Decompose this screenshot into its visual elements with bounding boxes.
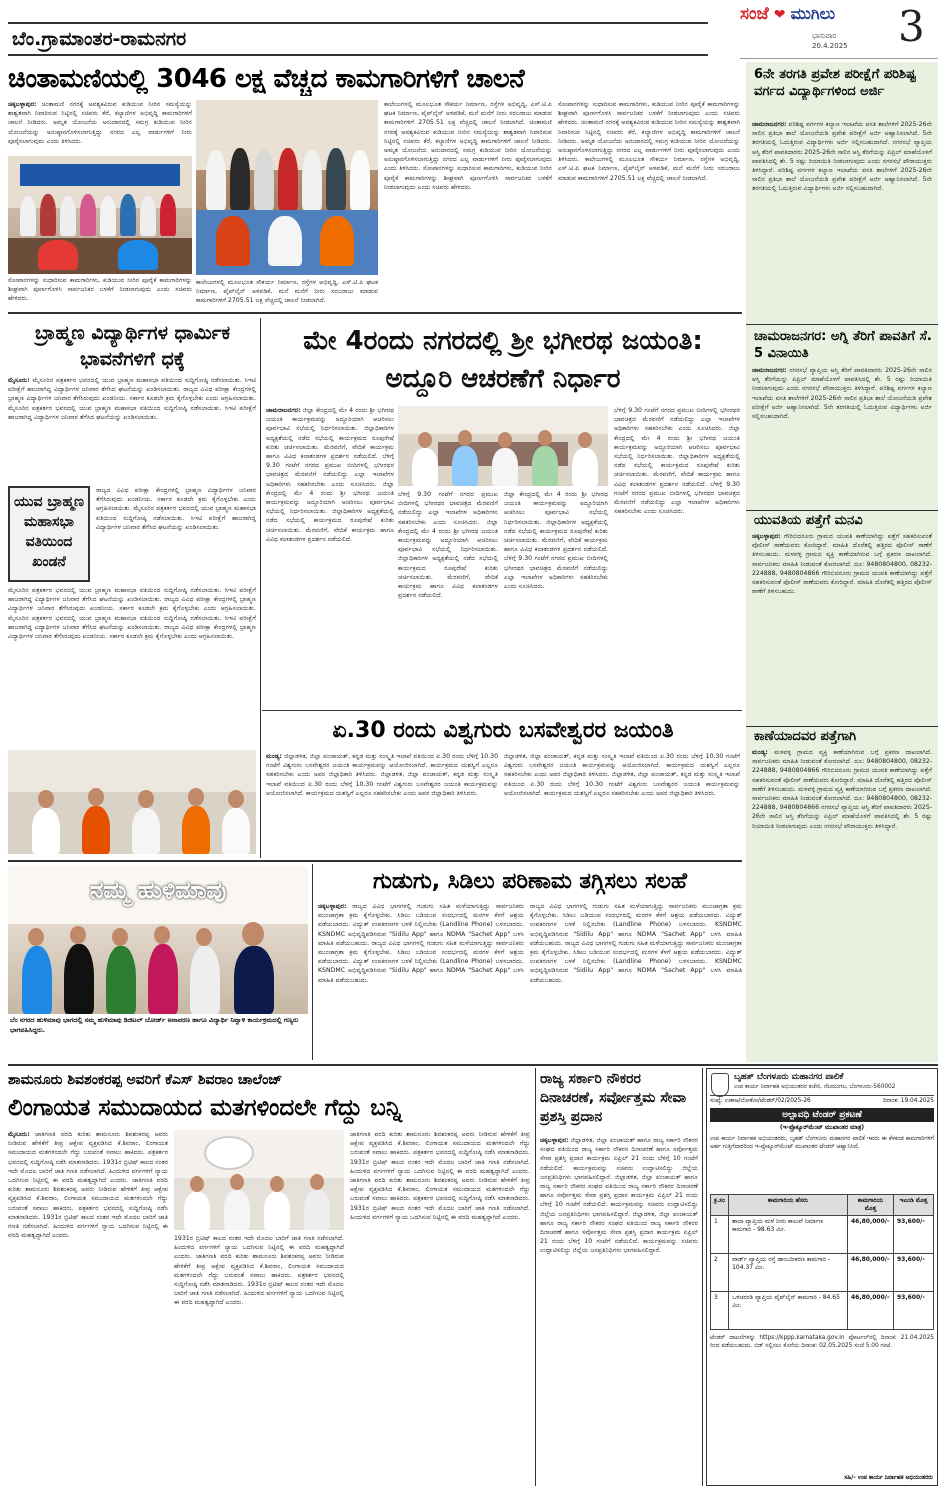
gudugu-text-3: ರಾಜ್ಯದ ವಿವಿಧ ಭಾಗಗಳಲ್ಲಿ ಗುಡುಗು ಸಹಿತ ಮಳೆಯಾಗುತ್ತಿದ್ದು ಸಾರ್ವಜನಿಕರು ಮುಂಜಾಗ್ರತಾ ಕ್ರಮ ಕೈಗೊಳ್ಳಬೇಕು. ಸಿಡಿಲು ಬಡಿಯುವ ಸಂದರ್ಭದಲ್ಲಿ ಮರಗಳ ಕೆಳಗೆ ಆಶ್ರಯ ಪಡೆಯಬಾರದು. ವಿದ್ಯುತ್ ಉಪಕರಣಗಳ ಬಳಕೆ ನಿಲ್ಲಿಸಬೇಕು (Landline Phone) ಬಳಸಬಾರದು. KSNDMC ಅಭಿವೃದ್ಧಿಪಡಿಸಿರುವ "Sidilu App" ಹಾಗೂ NDMA "Sachet App" ಬಳಸಿ ಮಾಹಿತಿ ಪಡೆಯಬಹುದು. — [530, 903, 742, 947]
brahmin-text-7: ರಾಜ್ಯದ ವಿವಿಧ ಪರೀಕ್ಷಾ ಕೇಂದ್ರಗಳಲ್ಲಿ ಬ್ರಾಹ್ಮಣ ವಿದ್ಯಾರ್ಥಿಗಳ ಜನಿವಾರ ತೆಗೆಸಿರುವುದು ಖಂಡನೀಯ. ಸರ್ಕಾರ ಕೂಡಲೇ ಕ್ರಮ ಕೈಗೊಳ್ಳಬೇಕು ಎಂದು ಆಗ್ರಹಿಸಲಾಯಿತು. — [8, 596, 256, 613]
basava-headline: ಏ.30 ರಂದು ವಿಶ್ವಗುರು ಬಸವೇಶ್ವರರ ಜಯಂತಿ — [332, 718, 674, 743]
lead-photo-2 — [196, 100, 378, 275]
brahmin-text-6: ಮೈಸೂರಿನ ಪತ್ರಕರ್ತರ ಭವನದಲ್ಲಿ ಯುವ ಬ್ರಾಹ್ಮಣ ಮಹಾಸಭಾ ವತಿಯಿಂದ ಸುದ್ದಿಗೋಷ್ಠಿ ನಡೆಸಲಾಯಿತು. ಸಿಇಟಿ ಪರೀಕ್ಷೆಗೆ ಹಾಜರಾಗಿದ್ದ ವಿದ್ಯಾರ್ಥಿಗಳ ಜನಿವಾರ ತೆಗೆಸಿದ ಘಟನೆಯನ್ನು ಖಂಡಿಸಲಾಯಿತು. — [8, 587, 256, 604]
sidebar-text-3c: ಗೌರಿಬಿದನೂರು ಗ್ರಾಮದ ಯುವತಿ ಕಾಣೆಯಾಗಿದ್ದು ಪತ್ತೆಗೆ ಸಹಕರಿಸುವಂತೆ ಪೊಲೀಸ್ ಠಾಣೆಯವರು ಕೋರಿದ್ದಾರೆ. ಮಾಹಿತಿ ದೊರೆತಲ್ಲಿ ಹತ್ತಿರದ ಪೊಲೀಸ್ ಠಾಣೆಗೆ ತಿಳಿಸಬಹುದು. — [752, 569, 932, 596]
lead-body-3: ಸೋಪಾನಗಳನ್ನು ಸುಧಾರಿಸುವ ಕಾಮಗಾರಿಗಳು, ಕುಡಿಯುವ ನೀರಿನ ಪೂರೈಕೆ ಕಾಮಗಾರಿಗಳನ್ನು ಶೀಘ್ರವಾಗಿ ಪೂರ್ಣಗೊಳಿಸಿ ಸಾರ್ವಜನಿಕರ ಬಳಕೆಗೆ ನೀಡಲಾಗುವುದು ಎಂದು ಸಚಿವರು ಹೇಳಿದರು. — [558, 101, 740, 127]
brand-right: ಮುಗಿಲು — [790, 4, 836, 23]
lead-dateline: ಚಿಕ್ಕಬಳ್ಳಾಪುರ: — [8, 101, 37, 108]
bhagiratha-col-1 — [266, 406, 394, 706]
bhagiratha-text-8: ಬೆಳಿಗ್ಗೆ 9.30 ಗಂಟೆಗೆ ನಗರದ ಪ್ರಮುಖ ಬೀದಿಗಳಲ್ಲಿ ಭಗೀರಥರ ಭಾವಚಿತ್ರದ ಮೆರವಣಿಗೆ ನಡೆಯಲಿದ್ದು ಎಲ್ಲಾ ಇಲಾಖೆಗಳ ಅಧಿಕಾರಿಗಳು ಸಹಕರಿಸಬೇಕು ಎಂದು ಸೂಚಿಸಿದರು. — [614, 407, 740, 433]
lingayat-text-6: ಜಾತಿಗಣತಿ ವರದಿ ಕುರಿತು ಶಾಮನೂರು ಶಿವಶಂಕರಪ್ಪ ಅವರು ನೀಡಿರುವ ಹೇಳಿಕೆಗೆ ತೀವ್ರ ಆಕ್ಷೇಪ ವ್ಯಕ್ತಪಡಿಸಿದ ಕೆ.ಶಿವರಾಂ, ಲಿಂಗಾಯತ ಸಮುದಾಯದ ಮತಗಳಿಂದಲೇ ಗೆದ್ದು ಬರುವಂತೆ ಸವಾಲು ಹಾಕಿದರು. ಪತ್ರಕರ್ತರ ಭವನದಲ್ಲಿ ಸುದ್ದಿಗೋಷ್ಠಿ ನಡೆಸಿ ಮಾತನಾಡಿದರು. — [174, 1253, 344, 1289]
brand-left: ಸಂಜೆ — [740, 4, 769, 24]
issue-date: 20.4.2025 — [812, 42, 848, 50]
bhagiratha-text-4: ಬೆಳಿಗ್ಗೆ 9.30 ಗಂಟೆಗೆ ನಗರದ ಪ್ರಮುಖ ಬೀದಿಗಳಲ್ಲಿ ಭಗೀರಥರ ಭಾವಚಿತ್ರದ ಮೆರವಣಿಗೆ ನಡೆಯಲಿದ್ದು ಎಲ್ಲಾ ಇಲಾಖೆಗಳ ಅಧಿಕಾರಿಗಳು ಸಹಕರಿಸಬೇಕು ಎಂದು ಸೂಚಿಸಿದರು. — [398, 491, 498, 526]
lingayat-text-7: 1931ರ ಬ್ರಿಟಿಷ್ ಕಾಲದ ನಂತರ ಇದೇ ಮೊದಲ ಬಾರಿಗೆ ಜಾತಿ ಗಣತಿ ನಡೆಸಲಾಗಿದೆ. ಹಿಂದುಳಿದ ವರ್ಗಗಳಿಗೆ ನ್ಯಾಯ ಒದಗಿಸುವ ನಿಟ್ಟಿನಲ್ಲಿ ಈ ವರದಿ ಮಹತ್ವದ್ದಾಗಿದೆ ಎಂದರು. — [174, 1281, 344, 1307]
sidebar — [746, 62, 938, 1062]
brahmin-text-5: ಮೈಸೂರಿನ ಪತ್ರಕರ್ತರ ಭವನದಲ್ಲಿ ಯುವ ಬ್ರಾಹ್ಮಣ ಮಹಾಸಭಾ ವತಿಯಿಂದ ಸುದ್ದಿಗೋಷ್ಠಿ ನಡೆಸಲಾಯಿತು. ಸಿಇಟಿ ಪರೀಕ್ಷೆಗೆ ಹಾಜರಾಗಿದ್ದ ವಿದ್ಯಾರ್ಥಿಗಳ ಜನಿವಾರ ತೆಗೆಸಿದ ಘಟನೆಯನ್ನು ಖಂಡಿಸಲಾಯಿತು. — [96, 505, 256, 531]
lingayat-text-3: ಜಾತಿಗಣತಿ ವರದಿ ಕುರಿತು ಶಾಮನೂರು ಶಿವಶಂಕರಪ್ಪ ಅವರು ನೀಡಿರುವ ಹೇಳಿಕೆಗೆ ತೀವ್ರ ಆಕ್ಷೇಪ ವ್ಯಕ್ತಪಡಿಸಿದ ಕೆ.ಶಿವರಾಂ, ಲಿಂಗಾಯತ ಸಮುದಾಯದ ಮತಗಳಿಂದಲೇ ಗೆದ್ದು ಬರುವಂತೆ ಸವಾಲು ಹಾಕಿದರು. ಪತ್ರಕರ್ತರ ಭವನದಲ್ಲಿ ಸುದ್ದಿಗೋಷ್ಠಿ ನಡೆಸಿ ಮಾತನಾಡಿದರು. — [8, 1177, 168, 1221]
tender-cell-no: 1 — [711, 1216, 729, 1254]
brahmin-body-right — [96, 486, 256, 582]
lead-photo — [8, 156, 192, 274]
brand-logo — [740, 4, 890, 30]
tender-table — [710, 1194, 934, 1330]
lingayat-dateline: ಮೈಸೂರು: — [8, 1131, 30, 1138]
bhagiratha-text-6: ಜಿಲ್ಲಾ ಕೇಂದ್ರದಲ್ಲಿ ಮೇ 4 ರಂದು ಶ್ರೀ ಭಗೀರಥ ಜಯಂತಿ ಕಾರ್ಯಕ್ರಮವನ್ನು ಅದ್ದೂರಿಯಾಗಿ ಆಚರಿಸಲು ಪೂರ್ವಭಾವಿ ಸಭೆಯಲ್ಲಿ ನಿರ್ಧರಿಸಲಾಯಿತು. ಜಿಲ್ಲಾಧಿಕಾರಿಗಳ ಅಧ್ಯಕ್ಷತೆಯಲ್ಲಿ ನಡೆದ ಸಭೆಯಲ್ಲಿ ಕಾರ್ಯಕ್ರಮದ ರೂಪುರೇಷೆ ಕುರಿತು ಚರ್ಚಿಸಲಾಯಿತು. ಮೆರವಣಿಗೆ, ವೇದಿಕೆ ಕಾರ್ಯಕ್ರಮ ಹಾಗೂ ವಿವಿಧ ಕಲಾತಂಡಗಳ ಪ್ರದರ್ಶನ ನಡೆಯಲಿದೆ. — [504, 491, 608, 554]
bhagiratha-text-7: ಬೆಳಿಗ್ಗೆ 9.30 ಗಂಟೆಗೆ ನಗರದ ಪ್ರಮುಖ ಬೀದಿಗಳಲ್ಲಿ ಭಗೀರಥರ ಭಾವಚಿತ್ರದ ಮೆರವಣಿಗೆ ನಡೆಯಲಿದ್ದು ಎಲ್ಲಾ ಇಲಾಖೆಗಳ ಅಧಿಕಾರಿಗಳು ಸಹಕರಿಸಬೇಕು ಎಂದು ಸೂಚಿಸಿದರು. — [504, 555, 608, 591]
lingayat-photo — [174, 1130, 344, 1230]
gudugu-text-4: ರಾಜ್ಯದ ವಿವಿಧ ಭಾಗಗಳಲ್ಲಿ ಗುಡುಗು ಸಹಿತ ಮಳೆಯಾಗುತ್ತಿದ್ದು ಸಾರ್ವಜನಿಕರು ಮುಂಜಾಗ್ರತಾ ಕ್ರಮ ಕೈಗೊಳ್ಳಬೇಕು. ಸಿಡಿಲು ಬಡಿಯುವ ಸಂದರ್ಭದಲ್ಲಿ ಮರಗಳ ಕೆಳಗೆ ಆಶ್ರಯ ಪಡೆಯಬಾರದು. ವಿದ್ಯುತ್ ಉಪಕರಣಗಳ ಬಳಕೆ ನಿಲ್ಲಿಸಬೇಕು (Landline Phone) ಬಳಸಬಾರದು. KSNDMC ಅಭಿವೃದ್ಧಿಪಡಿಸಿರುವ "Sidilu App" ಹಾಗೂ NDMA "Sachet App" ಬಳಸಿ ಮಾಹಿತಿ ಪಡೆಯಬಹುದು. — [530, 939, 742, 984]
lower-rule — [8, 1064, 938, 1066]
tender-table-header — [711, 1195, 934, 1216]
bhagiratha-headline: ಮೇ 4ರಂದು ನಗರದಲ್ಲಿ ಶ್ರೀ ಭಗೀರಥ ಜಯಂತಿ: ಅದ್ದೂರಿ ಆಚರಣೆಗೆ ನಿರ್ಧಾರ — [303, 326, 703, 394]
tender-org-sub: ಉಪ ಕಾರ್ಯ ನಿರ್ವಾಹಕ ಅಭಿಯಂತರರ ಕಚೇರಿ, ನೆಲಮಂಗಲ, ಬೆಂಗಳೂರು-560002 — [734, 1084, 896, 1090]
lead-headline: ಚಿಂತಾಮಣಿಯಲ್ಲಿ 3046 ಲಕ್ಷ ವೆಚ್ಚದ ಕಾಮಗಾರಿಗಳಿಗೆ ಚಾಲನೆ — [8, 64, 525, 94]
brahmin-text-9: ರಾಜ್ಯದ ವಿವಿಧ ಪರೀಕ್ಷಾ ಕೇಂದ್ರಗಳಲ್ಲಿ ಬ್ರಾಹ್ಮಣ ವಿದ್ಯಾರ್ಥಿಗಳ ಜನಿವಾರ ತೆಗೆಸಿರುವುದು ಖಂಡನೀಯ. ಸರ್ಕಾರ ಕೂಡಲೇ ಕ್ರಮ ಕೈಗೊಳ್ಳಬೇಕು ಎಂದು ಆಗ್ರಹಿಸಲಾಯಿತು. — [8, 623, 256, 641]
lead-body-1c: ಚಿಂತಾಮಣಿ ನಗರಕ್ಕೆ ಅವಶ್ಯಕವಿರುವ ಕುಡಿಯುವ ನೀರಿನ ಸಮಸ್ಯೆಯನ್ನು ಶಾಶ್ವತವಾಗಿ ನಿವಾರಿಸುವ ನಿಟ್ಟಿನಲ್ಲಿ ಸಚಿವರು ಕೆರೆ, ಕಲ್ಯಾಣಿಗಳ ಅಭಿವೃದ್ಧಿ ಕಾಮಗಾರಿಗಳಿಗೆ ಚಾಲನೆ ನೀಡಿದರು. ಅಮೃತ ಯೋಜನೆಯ ಅನುದಾನದಲ್ಲಿ ಸಮಗ್ರ ಕುಡಿಯುವ ನೀರಿನ ಯೋಜನೆಯನ್ನು ಅನುಷ್ಠಾನಗೊಳಿಸಲಾಗುತ್ತಿದ್ದು ನಗರದ ಎಲ್ಲ ವಾರ್ಡುಗಳಿಗೆ ನೀರು ಪೂರೈಸಲಾಗುವುದು ಎಂದು ತಿಳಿಸಿದರು. — [558, 119, 740, 164]
lead-body-3b: ಸೋಪಾನಗಳನ್ನು ಸುಧಾರಿಸುವ ಕಾಮಗಾರಿಗಳು, ಕುಡಿಯುವ ನೀರಿನ ಪೂರೈಕೆ ಕಾಮಗಾರಿಗಳನ್ನು ಶೀಘ್ರವಾಗಿ ಪೂರ್ಣಗೊಳಿಸಿ ಸಾರ್ವಜನಿಕರ ಬಳಕೆಗೆ ನೀಡಲಾಗುವುದು ಎಂದು ಸಚಿವರು ಹೇಳಿದರು. — [384, 165, 552, 191]
section-title: ಬೆಂ.ಗ್ರಾಮಾಂತರ-ರಾಮನಗರ — [12, 28, 187, 50]
brahmin-headline: ಬ್ರಾಹ್ಮಣ ವಿದ್ಯಾರ್ಥಿಗಳ ಧಾರ್ಮಿಕ ಭಾವನೆಗಳಿಗೆ ಧಕ್ಕೆ — [34, 322, 231, 370]
lead-body-1: ಚಿಂತಾಮಣಿ ನಗರಕ್ಕೆ ಅವಶ್ಯಕವಿರುವ ಕುಡಿಯುವ ನೀರಿನ ಸಮಸ್ಯೆಯನ್ನು ಶಾಶ್ವತವಾಗಿ ನಿವಾರಿಸುವ ನಿಟ್ಟಿನಲ್ಲಿ ಸಚಿವರು ಕೆರೆ, ಕಲ್ಯಾಣಿಗಳ ಅಭಿವೃದ್ಧಿ ಕಾಮಗಾರಿಗಳಿಗೆ ಚಾಲನೆ ನೀಡಿದರು. ಅಮೃತ ಯೋಜನೆಯ ಅನುದಾನದಲ್ಲಿ ಸಮಗ್ರ ಕುಡಿಯುವ ನೀರಿನ ಯೋಜನೆಯನ್ನು ಅನುಷ್ಠಾನಗೊಳಿಸಲಾಗುತ್ತಿದ್ದು ನಗರದ ಎಲ್ಲ ವಾರ್ಡುಗಳಿಗೆ ನೀರು ಪೂರೈಸಲಾಗುವುದು ಎಂದು ತಿಳಿಸಿದರು. — [8, 101, 192, 145]
lingayat-text-10: ಜಾತಿಗಣತಿ ವರದಿ ಕುರಿತು ಶಾಮನೂರು ಶಿವಶಂಕರಪ್ಪ ಅವರು ನೀಡಿರುವ ಹೇಳಿಕೆಗೆ ತೀವ್ರ ಆಕ್ಷೇಪ ವ್ಯಕ್ತಪಡಿಸಿದ ಕೆ.ಶಿವರಾಂ, ಲಿಂಗಾಯತ ಸಮುದಾಯದ ಮತಗಳಿಂದಲೇ ಗೆದ್ದು ಬರುವಂತೆ ಸವಾಲು ಹಾಕಿದರು. ಪತ್ರಕರ್ತರ ಭವನದಲ್ಲಿ ಸುದ್ದಿಗೋಷ್ಠಿ ನಡೆಸಿ ಮಾತನಾಡಿದರು. — [350, 1177, 530, 1203]
bhagiratha-col-3 — [504, 490, 608, 706]
tender-col-work: ಕಾಮಗಾರಿಯ ಹೆಸರು — [729, 1195, 848, 1216]
tender-sign: ಸಹಿ/- ಉಪ ಕಾರ್ಯ ನಿರ್ವಾಹಕ ಅಭಿಯಂತರರು — [844, 1475, 933, 1481]
brahmin-box — [8, 486, 90, 582]
brahmin-text-4: ರಾಜ್ಯದ ವಿವಿಧ ಪರೀಕ್ಷಾ ಕೇಂದ್ರಗಳಲ್ಲಿ ಬ್ರಾಹ್ಮಣ ವಿದ್ಯಾರ್ಥಿಗಳ ಜನಿವಾರ ತೆಗೆಸಿರುವುದು ಖಂಡನೀಯ. ಸರ್ಕಾರ ಕೂಡಲೇ ಕ್ರಮ ಕೈಗೊಳ್ಳಬೇಕು ಎಂದು ಆಗ್ರಹಿಸಲಾಯಿತು. — [96, 487, 256, 513]
mid-rule — [8, 860, 742, 862]
sidebar-body-2 — [752, 366, 932, 506]
sidebar-text-4b: ಗೌರಿಬಿದನೂರು ಗ್ರಾಮದ ಯುವತಿ ಕಾಣೆಯಾಗಿದ್ದು ಪತ್ತೆಗೆ ಸಹಕರಿಸುವಂತೆ ಪೊಲೀಸ್ ಠಾಣೆಯವರು ಕೋರಿದ್ದಾರೆ. ಮಾಹಿತಿ ದೊರೆತಲ್ಲಿ ಹತ್ತಿರದ ಪೊಲೀಸ್ ಠಾಣೆಗೆ ತಿಳಿಸಬಹುದು. — [752, 767, 932, 793]
tender-cell-no: 2 — [711, 1254, 729, 1292]
hulimavu-caption: ಬೆಂ ನಗರದ ಹುಳಿಮಾವು ಭಾಗದಲ್ಲಿ ನಮ್ಮ ಹುಳಿಮಾವು ಡಿಜಿಟಲ್ ಬೋರ್ಡ್ ಅನಾವರಣ ಹಾಗೂ ವಿದ್ಯಾರ್ಥಿ ನಿವ್ವಾಳಿ ಕಾರ್ಯಕ್ರಮದಲ್ಲಿ ಗಣ್ಯರು ಭಾಗವಹಿಸಿದ್ದರು. — [10, 1016, 299, 1034]
sidebar-dateline-2: ಚಾಮರಾಜನಗರ: — [752, 367, 787, 374]
lingayat-col-2 — [174, 1234, 344, 1482]
sidebar-text-1c: ಪರಿಶಿಷ್ಟ ವರ್ಗಗಳ ಕಲ್ಯಾಣ ಇಲಾಖೆಯ ವಸತಿ ಶಾಲೆಗಳಿಗೆ 2025-26ನೇ ಸಾಲಿನ ಪ್ರತಿಭಾ ಶಾಲೆ ಯೋಜನೆಯಡಿ ಪ್ರವೇಶ ಪರೀಕ್ಷೆಗೆ ಅರ್ಜಿ ಆಹ್ವಾನಿಸಲಾಗಿದೆ. 5ನೇ ತರಗತಿಯಲ್ಲಿ ಓದುತ್ತಿರುವ ವಿದ್ಯಾರ್ಥಿಗಳು ಅರ್ಜಿ ಸಲ್ಲಿಸಬಹುದಾಗಿದೆ. — [752, 167, 932, 193]
sidebar-text-4: ಮಳವಳ್ಳಿ ಗ್ರಾಮದ ವ್ಯಕ್ತಿ ಕಾಣೆಯಾಗಿರುವ ಬಗ್ಗೆ ಪ್ರಕರಣ ದಾಖಲಾಗಿದೆ. ಸಾರ್ವಜನಿಕರು ಮಾಹಿತಿ ನೀಡುವಂತೆ ಕೋರಲಾಗಿದೆ. ದೂ: 9480804800, 08232-224888, 9480804866 — [752, 749, 932, 775]
brahmin-dateline: ಮೈಸೂರು: — [8, 377, 30, 384]
sidebar-title-1: 6ನೇ ತರಗತಿ ಪ್ರವೇಶ ಪರೀಕ್ಷೆಗೆ ಪರಿಶಿಷ್ಟ ವರ್ಗದ ವಿದ್ಯಾರ್ಥಿಗಳಿಂದ ಅರ್ಜಿ — [754, 67, 916, 99]
seva-rule — [702, 1068, 703, 1486]
hulimavu-rule — [312, 864, 313, 1060]
tender-cell-work: ಒಳಚರಂಡಿ ವ್ಯಾಪ್ತಿಯ ಪೈಪ್‌ಲೈನ್ ಕಾಮಗಾರಿ - 84.65 ಮೀ. — [729, 1292, 848, 1330]
bhagiratha-text-3: ಜಿಲ್ಲಾ ಕೇಂದ್ರದಲ್ಲಿ ಮೇ 4 ರಂದು ಶ್ರೀ ಭಗೀರಥ ಜಯಂತಿ ಕಾರ್ಯಕ್ರಮವನ್ನು ಅದ್ದೂರಿಯಾಗಿ ಆಚರಿಸಲು ಪೂರ್ವಭಾವಿ ಸಭೆಯಲ್ಲಿ ನಿರ್ಧರಿಸಲಾಯಿತು. ಜಿಲ್ಲಾಧಿಕಾರಿಗಳ ಅಧ್ಯಕ್ಷತೆಯಲ್ಲಿ ನಡೆದ ಸಭೆಯಲ್ಲಿ ಕಾರ್ಯಕ್ರಮದ ರೂಪುರೇಷೆ ಕುರಿತು ಚರ್ಚಿಸಲಾಯಿತು. ಮೆರವಣಿಗೆ, ವೇದಿಕೆ ಕಾರ್ಯಕ್ರಮ ಹಾಗೂ ವಿವಿಧ ಕಲಾತಂಡಗಳ ಪ್ರದರ್ಶನ ನಡೆಯಲಿದೆ. — [266, 480, 394, 543]
basava-col-2 — [504, 752, 740, 856]
sidebar-title-2: ಚಾಮರಾಜನಗರ: ಅಗ್ನಿ ತೆರಿಗೆ ಪಾವತಿಗೆ ಸೆ. 5 ವಿನಾಯಿತಿ — [754, 329, 932, 361]
lingayat-text-4: 1931ರ ಬ್ರಿಟಿಷ್ ಕಾಲದ ನಂತರ ಇದೇ ಮೊದಲ ಬಾರಿಗೆ ಜಾತಿ ಗಣತಿ ನಡೆಸಲಾಗಿದೆ. ಹಿಂದುಳಿದ ವರ್ಗಗಳಿಗೆ ನ್ಯಾಯ ಒದಗಿಸುವ ನಿಟ್ಟಿನಲ್ಲಿ ಈ ವರದಿ ಮಹತ್ವದ್ದಾಗಿದೆ ಎಂದರು. — [8, 1213, 168, 1240]
brahmin-text-3: ಮೈಸೂರಿನ ಪತ್ರಕರ್ತರ ಭವನದಲ್ಲಿ ಯುವ ಬ್ರಾಹ್ಮಣ ಮಹಾಸಭಾ ವತಿಯಿಂದ ಸುದ್ದಿಗೋಷ್ಠಿ ನಡೆಸಲಾಯಿತು. ಸಿಇಟಿ ಪರೀಕ್ಷೆಗೆ ಹಾಜರಾಗಿದ್ದ ವಿದ್ಯಾರ್ಥಿಗಳ ಜನಿವಾರ ತೆಗೆಸಿದ ಘಟನೆಯನ್ನು ಖಂಡಿಸಲಾಯಿತು. — [8, 404, 256, 421]
hulimavu-photo — [8, 866, 308, 1014]
sidebar-text-2: ನಗರಸಭೆ ವ್ಯಾಪ್ತಿಯ ಆಸ್ತಿ ತೆರಿಗೆ ಪಾವತಿದಾರರು 2025-26ನೇ ಸಾಲಿನ ಆಸ್ತಿ ತೆರಿಗೆಯನ್ನು ಏಪ್ರಿಲ್ ಮಾಹೆಯೊಳಗೆ ಪಾವತಿಸಿದಲ್ಲಿ ಶೇ. 5 ರಷ್ಟು ರಿಯಾಯಿತಿ ನೀಡಲಾಗುವುದು ಎಂದು ನಗರಸಭೆ ಪೌರಾಯುಕ್ತರು ತಿಳಿಸಿದ್ದಾರೆ. — [752, 367, 932, 393]
seva-text-2: ಜಿಲ್ಲಾಡಳಿತ, ಜಿಲ್ಲಾ ಪಂಚಾಯತ್ ಹಾಗೂ ರಾಜ್ಯ ಸರ್ಕಾರಿ ನೌಕರರ ಸಂಘದ ವತಿಯಿಂದ ರಾಜ್ಯ ಸರ್ಕಾರಿ ನೌಕರರ ದಿನಾಚರಣೆ ಹಾಗೂ ಸರ್ವೋತ್ತಮ ಸೇವಾ ಪ್ರಶಸ್ತಿ ಪ್ರದಾನ ಕಾರ್ಯಕ್ರಮ ಏಪ್ರಿಲ್ 21 ರಂದು ಬೆಳಿಗ್ಗೆ 10 ಗಂಟೆಗೆ ನಡೆಯಲಿದೆ. ಕಾರ್ಯಕ್ರಮವನ್ನು ಸಚಿವರು ಉದ್ಘಾಟಿಸಲಿದ್ದು ಜಿಲ್ಲೆಯ ಜನಪ್ರತಿನಿಧಿಗಳು ಭಾಗವಹಿಸಲಿದ್ದಾರೆ. — [540, 1173, 698, 1218]
sidebar-title-4: ಕಾಣೆಯಾದವರ ಪತ್ತೆಗಾಗಿ — [754, 729, 857, 744]
lingayat-col-1 — [8, 1130, 168, 1482]
table-row — [711, 1254, 934, 1292]
tender-footer: ಟೆಂಡರ್ ದಾಖಲೆಗಳನ್ನು https://kppp.karnataka.gov.in ಪೋರ್ಟಲ್‌ನಲ್ಲಿ ದಿನಾಂಕ: 21.04.2025 ರಿಂದ ಪಡೆಯಬಹುದು. ಬಿಡ್ ಸಲ್ಲಿಸಲು ಕೊನೆಯ ದಿನಾಂಕ: 02.05.2025 ಸಂಜೆ 5.00 ಗಂಟೆ. — [710, 1335, 934, 1349]
bhagiratha-bottom-rule — [262, 710, 742, 711]
sidebar-dateline-1: ಚಾಮರಾಜನಗರ: — [752, 121, 787, 128]
bhagiratha-dateline: ಚಾಮರಾಜನಗರ: — [266, 407, 301, 414]
tender-intro: ಉಪ ಕಾರ್ಯ ನಿರ್ವಾಹಕ ಅಭಿಯಂತರರು, ಬೃಹತ್ ಬೆಂಗಳೂರು ಮಹಾನಗರ ಪಾಲಿಕೆ ಇವರು ಈ ಕೆಳಕಂಡ ಕಾಮಗಾರಿಗಳಿಗೆ ಅರ್ಹ ಗುತ್ತಿಗೆದಾರರಿಂದ ಇ-ಪ್ರೊಕ್ಯೂರ್‌ಮೆಂಟ್ ಮುಖಾಂತರ ಟೆಂಡರ್ ಆಹ್ವಾನಿಸಿದೆ. — [710, 1136, 934, 1150]
sidebar-body-4 — [752, 748, 932, 1048]
sidebar-text-2b: ಪರಿಶಿಷ್ಟ ವರ್ಗಗಳ ಕಲ್ಯಾಣ ಇಲಾಖೆಯ ವಸತಿ ಶಾಲೆಗಳಿಗೆ 2025-26ನೇ ಸಾಲಿನ ಪ್ರತಿಭಾ ಶಾಲೆ ಯೋಜನೆಯಡಿ ಪ್ರವೇಶ ಪರೀಕ್ಷೆಗೆ ಅರ್ಜಿ ಆಹ್ವಾನಿಸಲಾಗಿದೆ. 5ನೇ ತರಗತಿಯಲ್ಲಿ ಓದುತ್ತಿರುವ ವಿದ್ಯಾರ್ಥಿಗಳು ಅರ್ಜಿ ಸಲ್ಲಿಸಬಹುದಾಗಿದೆ. — [752, 385, 932, 421]
sidebar-dateline-3: ಚಿಕ್ಕಬಳ್ಳಾಪುರ: — [752, 533, 781, 540]
basava-col-1 — [266, 752, 498, 856]
seva-body — [540, 1136, 698, 1482]
bhagiratha-col-2 — [398, 490, 498, 706]
heart-icon: ❤ — [773, 7, 786, 23]
lead-body-2b: ಕಾಲೇಜುಗಳಲ್ಲಿ ಮೂಲಭೂತ ಸೌಕರ್ಯ ನಿರ್ಮಾಣ, ರಸ್ತೆಗಳ ಅಭಿವೃದ್ಧಿ, ಎಸ್.ಟಿ.ಪಿ ಘಟಕ ನಿರ್ಮಾಣ, ಪೈಪ್‌ಲೈನ್ ಅಳವಡಿಕೆ, ಮನೆ ಮನೆಗೆ ನೀರು ಸರಬರಾಜು ಮಾಡುವ ಕಾಮಗಾರಿಗಳಿಗೆ 2705.51 ಲಕ್ಷ ವೆಚ್ಚದಲ್ಲಿ ಚಾಲನೆ ನೀಡಲಾಗಿದೆ. — [558, 156, 740, 182]
lingayat-kicker: ಶಾಮನೂರು ಶಿವಶಂಕರಪ್ಪ ಅವರಿಗೆ ಕೆಎಸ್ ಶಿವರಾಂ ಚಾಲೆಂಜ್ — [8, 1072, 283, 1088]
sidebar-text-1b: ನಗರಸಭೆ ವ್ಯಾಪ್ತಿಯ ಆಸ್ತಿ ತೆರಿಗೆ ಪಾವತಿದಾರರು 2025-26ನೇ ಸಾಲಿನ ಆಸ್ತಿ ತೆರಿಗೆಯನ್ನು ಏಪ್ರಿಲ್ ಮಾಹೆಯೊಳಗೆ ಪಾವತಿಸಿದಲ್ಲಿ ಶೇ. 5 ರಷ್ಟು ರಿಯಾಯಿತಿ ನೀಡಲಾಗುವುದು ಎಂದು ನಗರಸಭೆ ಪೌರಾಯುಕ್ತರು ತಿಳಿಸಿದ್ದಾರೆ. — [752, 139, 932, 175]
basava-text-4: ಜಿಲ್ಲಾಡಳಿತ, ಜಿಲ್ಲಾ ಪಂಚಾಯತ್, ಕನ್ನಡ ಮತ್ತು ಸಂಸ್ಕೃತಿ ಇಲಾಖೆ ವತಿಯಿಂದ ಏ.30 ರಂದು ಬೆಳಿಗ್ಗೆ 10.30 ಗಂಟೆಗೆ ವಿಶ್ವಗುರು ಬಸವೇಶ್ವರರ ಜಯಂತಿ ಕಾರ್ಯಕ್ರಮವನ್ನು ಆಯೋಜಿಸಲಾಗಿದೆ. ಕಾರ್ಯಕ್ರಮದ ಯಶಸ್ವಿಗೆ ಎಲ್ಲರೂ ಸಹಕರಿಸಬೇಕು ಎಂದು ಅಪರ ಜಿಲ್ಲಾಧಿಕಾರಿ ತಿಳಿಸಿದರು. — [504, 771, 740, 797]
seva-text-3: ಜಿಲ್ಲಾಡಳಿತ, ಜಿಲ್ಲಾ ಪಂಚಾಯತ್ ಹಾಗೂ ರಾಜ್ಯ ಸರ್ಕಾರಿ ನೌಕರರ ಸಂಘದ ವತಿಯಿಂದ ರಾಜ್ಯ ಸರ್ಕಾರಿ ನೌಕರರ ದಿನಾಚರಣೆ ಹಾಗೂ ಸರ್ವೋತ್ತಮ ಸೇವಾ ಪ್ರಶಸ್ತಿ ಪ್ರದಾನ ಕಾರ್ಯಕ್ರಮ ಏಪ್ರಿಲ್ 21 ರಂದು ಬೆಳಿಗ್ಗೆ 10 ಗಂಟೆಗೆ ನಡೆಯಲಿದೆ. ಕಾರ್ಯಕ್ರಮವನ್ನು ಸಚಿವರು ಉದ್ಘಾಟಿಸಲಿದ್ದು ಜಿಲ್ಲೆಯ ಜನಪ್ರತಿನಿಧಿಗಳು ಭಾಗವಹಿಸಲಿದ್ದಾರೆ. — [540, 1210, 698, 1255]
lingayat-text-5: 1931ರ ಬ್ರಿಟಿಷ್ ಕಾಲದ ನಂತರ ಇದೇ ಮೊದಲ ಬಾರಿಗೆ ಜಾತಿ ಗಣತಿ ನಡೆಸಲಾಗಿದೆ. ಹಿಂದುಳಿದ ವರ್ಗಗಳಿಗೆ ನ್ಯಾಯ ಒದಗಿಸುವ ನಿಟ್ಟಿನಲ್ಲಿ ಈ ವರದಿ ಮಹತ್ವದ್ದಾಗಿದೆ ಎಂದರು. — [174, 1235, 344, 1261]
issue-day: ಭಾನುವಾರ — [812, 32, 837, 40]
lead-column-4 — [558, 100, 740, 328]
tender-col-emd: ಇಎಂಡಿ ಮೊತ್ತ — [894, 1195, 934, 1216]
lead-column-1 — [8, 100, 192, 154]
tender-cell-amount: 46,80,000/- — [848, 1254, 894, 1292]
masthead-rule — [740, 58, 938, 59]
hulimavu-board: ನಮ್ಮ ಹುಳಿಮಾವು — [90, 876, 226, 904]
tender-subtitle: (ಇ-ಪ್ರೊಕ್ಯೂರ್‌ಮೆಂಟ್ ಮುಖಾಂತರ ಮಾತ್ರ) — [779, 1124, 865, 1131]
tender-title: ಅಲ್ಪಾವಧಿ ಟೆಂಡರ್ ಪ್ರಕಟಣೆ — [710, 1108, 934, 1122]
tender-date: ದಿನಾಂಕ: 19.04.2025 — [882, 1098, 934, 1104]
seva-headline: ರಾಜ್ಯ ಸರ್ಕಾರಿ ನೌಕರರ ದಿನಾಚರಣೆ, ಸರ್ವೋತ್ತಮ ಸೇವಾ ಪ್ರಶಸ್ತಿ ಪ್ರದಾನ — [540, 1071, 687, 1125]
bhagiratha-text-10: ಬೆಳಿಗ್ಗೆ 9.30 ಗಂಟೆಗೆ ನಗರದ ಪ್ರಮುಖ ಬೀದಿಗಳಲ್ಲಿ ಭಗೀರಥರ ಭಾವಚಿತ್ರದ ಮೆರವಣಿಗೆ ನಡೆಯಲಿದ್ದು ಎಲ್ಲಾ ಇಲಾಖೆಗಳ ಅಧಿಕಾರಿಗಳು ಸಹಕರಿಸಬೇಕು ಎಂದು ಸೂಚಿಸಿದರು. — [614, 480, 740, 516]
seva-dateline: ಚಿಕ್ಕಬಳ್ಳಾಪುರ: — [540, 1137, 569, 1144]
lingayat-col-3 — [350, 1130, 530, 1482]
brahmin-rule — [260, 318, 261, 858]
lead-column-1b — [8, 276, 192, 326]
gudugu-col-1 — [318, 902, 524, 1058]
tender-cell-work: ಶಾಲಾ ವ್ಯಾಪ್ತಿಯ ಮಳೆ ನೀರು ಕಾಲುವೆ ನಿರ್ಮಾಣ ಕಾಮಗಾರಿ - 98.63 ಮೀ. — [729, 1216, 848, 1254]
sidebar-dateline-4: ಮಂಡ್ಯ: — [752, 749, 768, 756]
sidebar-title-3: ಯುವತಿಯ ಪತ್ತೆಗೆ ಮನವಿ — [754, 513, 863, 528]
lingayat-text-8: ಜಾತಿಗಣತಿ ವರದಿ ಕುರಿತು ಶಾಮನೂರು ಶಿವಶಂಕರಪ್ಪ ಅವರು ನೀಡಿರುವ ಹೇಳಿಕೆಗೆ ತೀವ್ರ ಆಕ್ಷೇಪ ವ್ಯಕ್ತಪಡಿಸಿದ ಕೆ.ಶಿವರಾಂ, ಲಿಂಗಾಯತ ಸಮುದಾಯದ ಮತಗಳಿಂದಲೇ ಗೆದ್ದು ಬರುವಂತೆ ಸವಾಲು ಹಾಕಿದರು. ಪತ್ರಕರ್ತರ ಭವನದಲ್ಲಿ ಸುದ್ದಿಗೋಷ್ಠಿ ನಡೆಸಿ ಮಾತನಾಡಿದರು. — [350, 1131, 530, 1157]
lead-bottom-rule — [8, 312, 742, 314]
sidebar-body-1 — [752, 120, 932, 320]
tender-cell-emd: 93,600/- — [894, 1216, 934, 1254]
table-row — [711, 1216, 934, 1254]
lingayat-text-9: 1931ರ ಬ್ರಿಟಿಷ್ ಕಾಲದ ನಂತರ ಇದೇ ಮೊದಲ ಬಾರಿಗೆ ಜಾತಿ ಗಣತಿ ನಡೆಸಲಾಗಿದೆ. ಹಿಂದುಳಿದ ವರ್ಗಗಳಿಗೆ ನ್ಯಾಯ ಒದಗಿಸುವ ನಿಟ್ಟಿನಲ್ಲಿ ಈ ವರದಿ ಮಹತ್ವದ್ದಾಗಿದೆ ಎಂದರು. — [350, 1158, 530, 1175]
brahmin-text-2: ರಾಜ್ಯದ ವಿವಿಧ ಪರೀಕ್ಷಾ ಕೇಂದ್ರಗಳಲ್ಲಿ ಬ್ರಾಹ್ಮಣ ವಿದ್ಯಾರ್ಥಿಗಳ ಜನಿವಾರ ತೆಗೆಸಿರುವುದು ಖಂಡನೀಯ. ಸರ್ಕಾರ ಕೂಡಲೇ ಕ್ರಮ ಕೈಗೊಳ್ಳಬೇಕು ಎಂದು ಆಗ್ರಹಿಸಲಾಯಿತು. — [8, 386, 256, 403]
bhagiratha-text-9: ಜಿಲ್ಲಾ ಕೇಂದ್ರದಲ್ಲಿ ಮೇ 4 ರಂದು ಶ್ರೀ ಭಗೀರಥ ಜಯಂತಿ ಕಾರ್ಯಕ್ರಮವನ್ನು ಅದ್ದೂರಿಯಾಗಿ ಆಚರಿಸಲು ಪೂರ್ವಭಾವಿ ಸಭೆಯಲ್ಲಿ ನಿರ್ಧರಿಸಲಾಯಿತು. ಜಿಲ್ಲಾಧಿಕಾರಿಗಳ ಅಧ್ಯಕ್ಷತೆಯಲ್ಲಿ ನಡೆದ ಸಭೆಯಲ್ಲಿ ಕಾರ್ಯಕ್ರಮದ ರೂಪುರೇಷೆ ಕುರಿತು ಚರ್ಚಿಸಲಾಯಿತು. ಮೆರವಣಿಗೆ, ವೇದಿಕೆ ಕಾರ್ಯಕ್ರಮ ಹಾಗೂ ವಿವಿಧ ಕಲಾತಂಡಗಳ ಪ್ರದರ್ಶನ ನಡೆಯಲಿದೆ. — [614, 425, 740, 488]
gudugu-text-1: ರಾಜ್ಯದ ವಿವಿಧ ಭಾಗಗಳಲ್ಲಿ ಗುಡುಗು ಸಹಿತ ಮಳೆಯಾಗುತ್ತಿದ್ದು ಸಾರ್ವಜನಿಕರು ಮುಂಜಾಗ್ರತಾ ಕ್ರಮ ಕೈಗೊಳ್ಳಬೇಕು. ಸಿಡಿಲು ಬಡಿಯುವ ಸಂದರ್ಭದಲ್ಲಿ ಮರಗಳ ಕೆಳಗೆ ಆಶ್ರಯ ಪಡೆಯಬಾರದು. ವಿದ್ಯುತ್ ಉಪಕರಣಗಳ ಬಳಕೆ ನಿಲ್ಲಿಸಬೇಕು (Landline Phone) ಬಳಸಬಾರದು. KSNDMC ಅಭಿವೃದ್ಧಿಪಡಿಸಿರುವ "Sidilu App" ಹಾಗೂ NDMA "Sachet App" ಬಳಸಿ ಮಾಹಿತಿ ಪಡೆಯಬಹುದು. — [318, 903, 524, 947]
tender-notice — [706, 1068, 938, 1486]
gudugu-col-2 — [530, 902, 742, 1058]
lingayat-text-2: 1931ರ ಬ್ರಿಟಿಷ್ ಕಾಲದ ನಂತರ ಇದೇ ಮೊದಲ ಬಾರಿಗೆ ಜಾತಿ ಗಣತಿ ನಡೆಸಲಾಗಿದೆ. ಹಿಂದುಳಿದ ವರ್ಗಗಳಿಗೆ ನ್ಯಾಯ ಒದಗಿಸುವ ನಿಟ್ಟಿನಲ್ಲಿ ಈ ವರದಿ ಮಹತ್ವದ್ದಾಗಿದೆ ಎಂದರು. — [8, 1158, 168, 1185]
page-number: 3 — [898, 2, 925, 51]
tender-cell-work: ವಾರ್ಡ್ ವ್ಯಾಪ್ತಿಯ ರಸ್ತೆ ಡಾಂಬರೀಕರಣ ಕಾಮಗಾರಿ - 104.37 ಮೀ. — [729, 1254, 848, 1292]
lead-body-2: ಕಾಲೇಜುಗಳಲ್ಲಿ ಮೂಲಭೂತ ಸೌಕರ್ಯ ನಿರ್ಮಾಣ, ರಸ್ತೆಗಳ ಅಭಿವೃದ್ಧಿ, ಎಸ್.ಟಿ.ಪಿ ಘಟಕ ನಿರ್ಮಾಣ, ಪೈಪ್‌ಲೈನ್ ಅಳವಡಿಕೆ, ಮನೆ ಮನೆಗೆ ನೀರು ಸರಬರಾಜು ಮಾಡುವ ಕಾಮಗಾರಿಗಳಿಗೆ 2705.51 ಲಕ್ಷ ವೆಚ್ಚದಲ್ಲಿ ಚಾಲನೆ ನೀಡಲಾಗಿದೆ. — [384, 101, 552, 127]
lingayat-text-1: ಜಾತಿಗಣತಿ ವರದಿ ಕುರಿತು ಶಾಮನೂರು ಶಿವಶಂಕರಪ್ಪ ಅವರು ನೀಡಿರುವ ಹೇಳಿಕೆಗೆ ತೀವ್ರ ಆಕ್ಷೇಪ ವ್ಯಕ್ತಪಡಿಸಿದ ಕೆ.ಶಿವರಾಂ, ಲಿಂಗಾಯತ ಸಮುದಾಯದ ಮತಗಳಿಂದಲೇ ಗೆದ್ದು ಬರುವಂತೆ ಸವಾಲು ಹಾಕಿದರು. ಪತ್ರಕರ್ತರ ಭವನದಲ್ಲಿ ಸುದ್ದಿಗೋಷ್ಠಿ ನಡೆಸಿ ಮಾತನಾಡಿದರು. — [8, 1131, 168, 1166]
tender-col-no: ಕ್ರ.ಸಂ — [711, 1195, 729, 1216]
tender-cell-amount: 46,80,000/- — [848, 1216, 894, 1254]
gudugu-dateline: ಚಿಕ್ಕಬಳ್ಳಾಪುರ: — [318, 903, 347, 910]
seva-text-1: ಜಿಲ್ಲಾಡಳಿತ, ಜಿಲ್ಲಾ ಪಂಚಾಯತ್ ಹಾಗೂ ರಾಜ್ಯ ಸರ್ಕಾರಿ ನೌಕರರ ಸಂಘದ ವತಿಯಿಂದ ರಾಜ್ಯ ಸರ್ಕಾರಿ ನೌಕರರ ದಿನಾಚರಣೆ ಹಾಗೂ ಸರ್ವೋತ್ತಮ ಸೇವಾ ಪ್ರಶಸ್ತಿ ಪ್ರದಾನ ಕಾರ್ಯಕ್ರಮ ಏಪ್ರಿಲ್ 21 ರಂದು ಬೆಳಿಗ್ಗೆ 10 ಗಂಟೆಗೆ ನಡೆಯಲಿದೆ. ಕಾರ್ಯಕ್ರಮವನ್ನು ಸಚಿವರು ಉದ್ಘಾಟಿಸಲಿದ್ದು ಜಿಲ್ಲೆಯ ಜನಪ್ರತಿನಿಧಿಗಳು ಭಾಗವಹಿಸಲಿದ್ದಾರೆ. — [540, 1137, 698, 1181]
brahmin-text: ಮೈಸೂರಿನ ಪತ್ರಕರ್ತರ ಭವನದಲ್ಲಿ ಯುವ ಬ್ರಾಹ್ಮಣ ಮಹಾಸಭಾ ವತಿಯಿಂದ ಸುದ್ದಿಗೋಷ್ಠಿ ನಡೆಸಲಾಯಿತು. ಸಿಇಟಿ ಪರೀಕ್ಷೆಗೆ ಹಾಜರಾಗಿದ್ದ ವಿದ್ಯಾರ್ಥಿಗಳ ಜನಿವಾರ ತೆಗೆಸಿದ ಘಟನೆಯನ್ನು ಖಂಡಿಸಲಾಯಿತು. — [8, 377, 256, 394]
bhagiratha-photo — [398, 406, 608, 486]
sidebar-text-1: ಪರಿಶಿಷ್ಟ ವರ್ಗಗಳ ಕಲ್ಯಾಣ ಇಲಾಖೆಯ ವಸತಿ ಶಾಲೆಗಳಿಗೆ 2025-26ನೇ ಸಾಲಿನ ಪ್ರತಿಭಾ ಶಾಲೆ ಯೋಜನೆಯಡಿ ಪ್ರವೇಶ ಪರೀಕ್ಷೆಗೆ ಅರ್ಜಿ ಆಹ್ವಾನಿಸಲಾಗಿದೆ. 5ನೇ ತರಗತಿಯಲ್ಲಿ ಓದುತ್ತಿರುವ ವಿದ್ಯಾರ್ಥಿಗಳು ಅರ್ಜಿ ಸಲ್ಲಿಸಬಹುದಾಗಿದೆ. — [752, 121, 932, 147]
sidebar-text-4c: ಮಳವಳ್ಳಿ ಗ್ರಾಮದ ವ್ಯಕ್ತಿ ಕಾಣೆಯಾಗಿರುವ ಬಗ್ಗೆ ಪ್ರಕರಣ ದಾಖಲಾಗಿದೆ. ಸಾರ್ವಜನಿಕರು ಮಾಹಿತಿ ನೀಡುವಂತೆ ಕೋರಲಾಗಿದೆ. ದೂ: 9480804800, 08232-224888, 9480804866 — [752, 785, 932, 812]
tender-cell-amount: 46,80,000/- — [848, 1292, 894, 1330]
sidebar-text-4d: ನಗರಸಭೆ ವ್ಯಾಪ್ತಿಯ ಆಸ್ತಿ ತೆರಿಗೆ ಪಾವತಿದಾರರು 2025-26ನೇ ಸಾಲಿನ ಆಸ್ತಿ ತೆರಿಗೆಯನ್ನು ಏಪ್ರಿಲ್ ಮಾಹೆಯೊಳಗೆ ಪಾವತಿಸಿದಲ್ಲಿ ಶೇ. 5 ರಷ್ಟು ರಿಯಾಯಿತಿ ನೀಡಲಾಗುವುದು ಎಂದು ನಗರಸಭೆ ಪೌರಾಯುಕ್ತರು ತಿಳಿಸಿದ್ದಾರೆ. — [752, 804, 932, 830]
basava-text-3: ಜಿಲ್ಲಾಡಳಿತ, ಜಿಲ್ಲಾ ಪಂಚಾಯತ್, ಕನ್ನಡ ಮತ್ತು ಸಂಸ್ಕೃತಿ ಇಲಾಖೆ ವತಿಯಿಂದ ಏ.30 ರಂದು ಬೆಳಿಗ್ಗೆ 10.30 ಗಂಟೆಗೆ ವಿಶ್ವಗುರು ಬಸವೇಶ್ವರರ ಜಯಂತಿ ಕಾರ್ಯಕ್ರಮವನ್ನು ಆಯೋಜಿಸಲಾಗಿದೆ. ಕಾರ್ಯಕ್ರಮದ ಯಶಸ್ವಿಗೆ ಎಲ್ಲರೂ ಸಹಕರಿಸಬೇಕು ಎಂದು ಅಪರ ಜಿಲ್ಲಾಧಿಕಾರಿ ತಿಳಿಸಿದರು. — [504, 753, 740, 779]
tender-cell-emd: 93,600/- — [894, 1292, 934, 1330]
lead-column-3 — [384, 100, 552, 328]
tender-cell-no: 3 — [711, 1292, 729, 1330]
lead-body-3a: ಸೋಪಾನಗಳನ್ನು ಸುಧಾರಿಸುವ ಕಾಮಗಾರಿಗಳು, ಕುಡಿಯುವ ನೀರಿನ ಪೂರೈಕೆ ಕಾಮಗಾರಿಗಳನ್ನು ಶೀಘ್ರವಾಗಿ ಪೂರ್ಣಗೊಳಿಸಿ ಸಾರ್ವಜನಿಕರ ಬಳಕೆಗೆ ನೀಡಲಾಗುವುದು ಎಂದು ಸಚಿವರು ಹೇಳಿದರು. — [8, 277, 192, 303]
bhagiratha-col-4 — [614, 406, 740, 706]
brahmin-box-text: ಯುವ ಬ್ರಾಹ್ಮಣ ಮಹಾಸಭಾ ವತಿಯಿಂದ ಖಂಡನೆ — [14, 494, 84, 570]
brahmin-text-8: ಮೈಸೂರಿನ ಪತ್ರಕರ್ತರ ಭವನದಲ್ಲಿ ಯುವ ಬ್ರಾಹ್ಮಣ ಮಹಾಸಭಾ ವತಿಯಿಂದ ಸುದ್ದಿಗೋಷ್ಠಿ ನಡೆಸಲಾಯಿತು. ಸಿಇಟಿ ಪರೀಕ್ಷೆಗೆ ಹಾಜರಾಗಿದ್ದ ವಿದ್ಯಾರ್ಥಿಗಳ ಜನಿವಾರ ತೆಗೆಸಿದ ಘಟನೆಯನ್ನು ಖಂಡಿಸಲಾಯಿತು. — [8, 614, 256, 631]
sidebar-text-3b: ಮಳವಳ್ಳಿ ಗ್ರಾಮದ ವ್ಯಕ್ತಿ ಕಾಣೆಯಾಗಿರುವ ಬಗ್ಗೆ ಪ್ರಕರಣ ದಾಖಲಾಗಿದೆ. ಸಾರ್ವಜನಿಕರು ಮಾಹಿತಿ ನೀಡುವಂತೆ ಕೋರಲಾಗಿದೆ. ದೂ: 9480804800, 08232-224888, 9480804866 — [752, 551, 932, 577]
section-banner — [8, 22, 708, 56]
tender-cell-emd: 93,600/- — [894, 1254, 934, 1292]
brahmin-body-lower — [8, 586, 256, 746]
gudugu-text-2: ರಾಜ್ಯದ ವಿವಿಧ ಭಾಗಗಳಲ್ಲಿ ಗುಡುಗು ಸಹಿತ ಮಳೆಯಾಗುತ್ತಿದ್ದು ಸಾರ್ವಜನಿಕರು ಮುಂಜಾಗ್ರತಾ ಕ್ರಮ ಕೈಗೊಳ್ಳಬೇಕು. ಸಿಡಿಲು ಬಡಿಯುವ ಸಂದರ್ಭದಲ್ಲಿ ಮರಗಳ ಕೆಳಗೆ ಆಶ್ರಯ ಪಡೆಯಬಾರದು. ವಿದ್ಯುತ್ ಉಪಕರಣಗಳ ಬಳಕೆ ನಿಲ್ಲಿಸಬೇಕು (Landline Phone) ಬಳಸಬಾರದು. KSNDMC ಅಭಿವೃದ್ಧಿಪಡಿಸಿರುವ "Sidilu App" ಹಾಗೂ NDMA "Sachet App" ಬಳಸಿ ಮಾಹಿತಿ ಪಡೆಯಬಹುದು. — [318, 939, 524, 984]
sidebar-body-3 — [752, 532, 932, 722]
gudugu-headline: ಗುಡುಗು, ಸಿಡಿಲು ಪರಿಣಾಮ ತಗ್ಗಿಸಲು ಸಲಹೆ — [372, 869, 688, 894]
lead-body-1b: ಚಿಂತಾಮಣಿ ನಗರಕ್ಕೆ ಅವಶ್ಯಕವಿರುವ ಕುಡಿಯುವ ನೀರಿನ ಸಮಸ್ಯೆಯನ್ನು ಶಾಶ್ವತವಾಗಿ ನಿವಾರಿಸುವ ನಿಟ್ಟಿನಲ್ಲಿ ಸಚಿವರು ಕೆರೆ, ಕಲ್ಯಾಣಿಗಳ ಅಭಿವೃದ್ಧಿ ಕಾಮಗಾರಿಗಳಿಗೆ ಚಾಲನೆ ನೀಡಿದರು. ಅಮೃತ ಯೋಜನೆಯ ಅನುದಾನದಲ್ಲಿ ಸಮಗ್ರ ಕುಡಿಯುವ ನೀರಿನ ಯೋಜನೆಯನ್ನು ಅನುಷ್ಠಾನಗೊಳಿಸಲಾಗುತ್ತಿದ್ದು ನಗರದ ಎಲ್ಲ ವಾರ್ಡುಗಳಿಗೆ ನೀರು ಪೂರೈಸಲಾಗುವುದು ಎಂದು ತಿಳಿಸಿದರು. — [384, 119, 552, 173]
tender-emblem — [711, 1073, 729, 1097]
tender-org: ಬೃಹತ್ ಬೆಂಗಳೂರು ಮಹಾನಗರ ಪಾಲಿಕೆ — [734, 1072, 844, 1082]
brahmin-photo — [8, 750, 256, 854]
lead-body-2a: ಕಾಲೇಜುಗಳಲ್ಲಿ ಮೂಲಭೂತ ಸೌಕರ್ಯ ನಿರ್ಮಾಣ, ರಸ್ತೆಗಳ ಅಭಿವೃದ್ಧಿ, ಎಸ್.ಟಿ.ಪಿ ಘಟಕ ನಿರ್ಮಾಣ, ಪೈಪ್‌ಲೈನ್ ಅಳವಡಿಕೆ, ಮನೆ ಮನೆಗೆ ನೀರು ಸರಬರಾಜು ಮಾಡುವ ಕಾಮಗಾರಿಗಳಿಗೆ 2705.51 ಲಕ್ಷ ವೆಚ್ಚದಲ್ಲಿ ಚಾಲನೆ ನೀಡಲಾಗಿದೆ. — [196, 279, 378, 305]
bhagiratha-text-5: ಜಿಲ್ಲಾ ಕೇಂದ್ರದಲ್ಲಿ ಮೇ 4 ರಂದು ಶ್ರೀ ಭಗೀರಥ ಜಯಂತಿ ಕಾರ್ಯಕ್ರಮವನ್ನು ಅದ್ದೂರಿಯಾಗಿ ಆಚರಿಸಲು ಪೂರ್ವಭಾವಿ ಸಭೆಯಲ್ಲಿ ನಿರ್ಧರಿಸಲಾಯಿತು. ಜಿಲ್ಲಾಧಿಕಾರಿಗಳ ಅಧ್ಯಕ್ಷತೆಯಲ್ಲಿ ನಡೆದ ಸಭೆಯಲ್ಲಿ ಕಾರ್ಯಕ್ರಮದ ರೂಪುರೇಷೆ ಕುರಿತು ಚರ್ಚಿಸಲಾಯಿತು. ಮೆರವಣಿಗೆ, ವೇದಿಕೆ ಕಾರ್ಯಕ್ರಮ ಹಾಗೂ ವಿವಿಧ ಕಲಾತಂಡಗಳ ಪ್ರದರ್ಶನ ನಡೆಯಲಿದೆ. — [398, 518, 498, 600]
basava-text-1: ಜಿಲ್ಲಾಡಳಿತ, ಜಿಲ್ಲಾ ಪಂಚಾಯತ್, ಕನ್ನಡ ಮತ್ತು ಸಂಸ್ಕೃತಿ ಇಲಾಖೆ ವತಿಯಿಂದ ಏ.30 ರಂದು ಬೆಳಿಗ್ಗೆ 10.30 ಗಂಟೆಗೆ ವಿಶ್ವಗುರು ಬಸವೇಶ್ವರರ ಜಯಂತಿ ಕಾರ್ಯಕ್ರಮವನ್ನು ಆಯೋಜಿಸಲಾಗಿದೆ. ಕಾರ್ಯಕ್ರಮದ ಯಶಸ್ವಿಗೆ ಎಲ್ಲರೂ ಸಹಕರಿಸಬೇಕು ಎಂದು ಅಪರ ಜಿಲ್ಲಾಧಿಕಾರಿ ತಿಳಿಸಿದರು. — [266, 753, 498, 779]
basava-text-2: ಜಿಲ್ಲಾಡಳಿತ, ಜಿಲ್ಲಾ ಪಂಚಾಯತ್, ಕನ್ನಡ ಮತ್ತು ಸಂಸ್ಕೃತಿ ಇಲಾಖೆ ವತಿಯಿಂದ ಏ.30 ರಂದು ಬೆಳಿಗ್ಗೆ 10.30 ಗಂಟೆಗೆ ವಿಶ್ವಗುರು ಬಸವೇಶ್ವರರ ಜಯಂತಿ ಕಾರ್ಯಕ್ರಮವನ್ನು ಆಯೋಜಿಸಲಾಗಿದೆ. ಕಾರ್ಯಕ್ರಮದ ಯಶಸ್ವಿಗೆ ಎಲ್ಲರೂ ಸಹಕರಿಸಬೇಕು ಎಂದು ಅಪರ ಜಿಲ್ಲಾಧಿಕಾರಿ ತಿಳಿಸಿದರು. — [266, 771, 498, 797]
bhagiratha-text-1: ಜಿಲ್ಲಾ ಕೇಂದ್ರದಲ್ಲಿ ಮೇ 4 ರಂದು ಶ್ರೀ ಭಗೀರಥ ಜಯಂತಿ ಕಾರ್ಯಕ್ರಮವನ್ನು ಅದ್ದೂರಿಯಾಗಿ ಆಚರಿಸಲು ಪೂರ್ವಭಾವಿ ಸಭೆಯಲ್ಲಿ ನಿರ್ಧರಿಸಲಾಯಿತು. ಜಿಲ್ಲಾಧಿಕಾರಿಗಳ ಅಧ್ಯಕ್ಷತೆಯಲ್ಲಿ ನಡೆದ ಸಭೆಯಲ್ಲಿ ಕಾರ್ಯಕ್ರಮದ ರೂಪುರೇಷೆ ಕುರಿತು ಚರ್ಚಿಸಲಾಯಿತು. ಮೆರವಣಿಗೆ, ವೇದಿಕೆ ಕಾರ್ಯಕ್ರಮ ಹಾಗೂ ವಿವಿಧ ಕಲಾತಂಡಗಳ ಪ್ರದರ್ಶನ ನಡೆಯಲಿದೆ. — [266, 407, 394, 461]
tender-ref: ಸಂಖ್ಯೆ: ಉಕಾಅ/ಲೋಕೋ/ಟೆಂಡರ್/02/2025-26 — [710, 1098, 811, 1104]
brahmin-body — [8, 376, 256, 481]
lingayat-rule — [535, 1068, 536, 1486]
tender-col-amount: ಕಾಮಗಾರಿಯ ಮೊತ್ತ — [848, 1195, 894, 1216]
table-row — [711, 1292, 934, 1330]
lingayat-headline: ಲಿಂಗಾಯತ ಸಮುದಾಯದ ಮತಗಳಿಂದಲೇ ಗೆದ್ದು ಬನ್ನಿ — [8, 1095, 402, 1121]
sidebar-text-3: ಗೌರಿಬಿದನೂರು ಗ್ರಾಮದ ಯುವತಿ ಕಾಣೆಯಾಗಿದ್ದು ಪತ್ತೆಗೆ ಸಹಕರಿಸುವಂತೆ ಪೊಲೀಸ್ ಠಾಣೆಯವರು ಕೋರಿದ್ದಾರೆ. ಮಾಹಿತಿ ದೊರೆತಲ್ಲಿ ಹತ್ತಿರದ ಪೊಲೀಸ್ ಠಾಣೆಗೆ ತಿಳಿಸಬಹುದು. — [752, 533, 932, 559]
lingayat-text-11: 1931ರ ಬ್ರಿಟಿಷ್ ಕಾಲದ ನಂತರ ಇದೇ ಮೊದಲ ಬಾರಿಗೆ ಜಾತಿ ಗಣತಿ ನಡೆಸಲಾಗಿದೆ. ಹಿಂದುಳಿದ ವರ್ಗಗಳಿಗೆ ನ್ಯಾಯ ಒದಗಿಸುವ ನಿಟ್ಟಿನಲ್ಲಿ ಈ ವರದಿ ಮಹತ್ವದ್ದಾಗಿದೆ ಎಂದರು. — [350, 1204, 530, 1221]
basava-dateline: ಮಂಡ್ಯ: — [266, 753, 282, 760]
bhagiratha-text-2: ಬೆಳಿಗ್ಗೆ 9.30 ಗಂಟೆಗೆ ನಗರದ ಪ್ರಮುಖ ಬೀದಿಗಳಲ್ಲಿ ಭಗೀರಥರ ಭಾವಚಿತ್ರದ ಮೆರವಣಿಗೆ ನಡೆಯಲಿದ್ದು ಎಲ್ಲಾ ಇಲಾಖೆಗಳ ಅಧಿಕಾರಿಗಳು ಸಹಕರಿಸಬೇಕು ಎಂದು ಸೂಚಿಸಿದರು. — [266, 453, 394, 488]
